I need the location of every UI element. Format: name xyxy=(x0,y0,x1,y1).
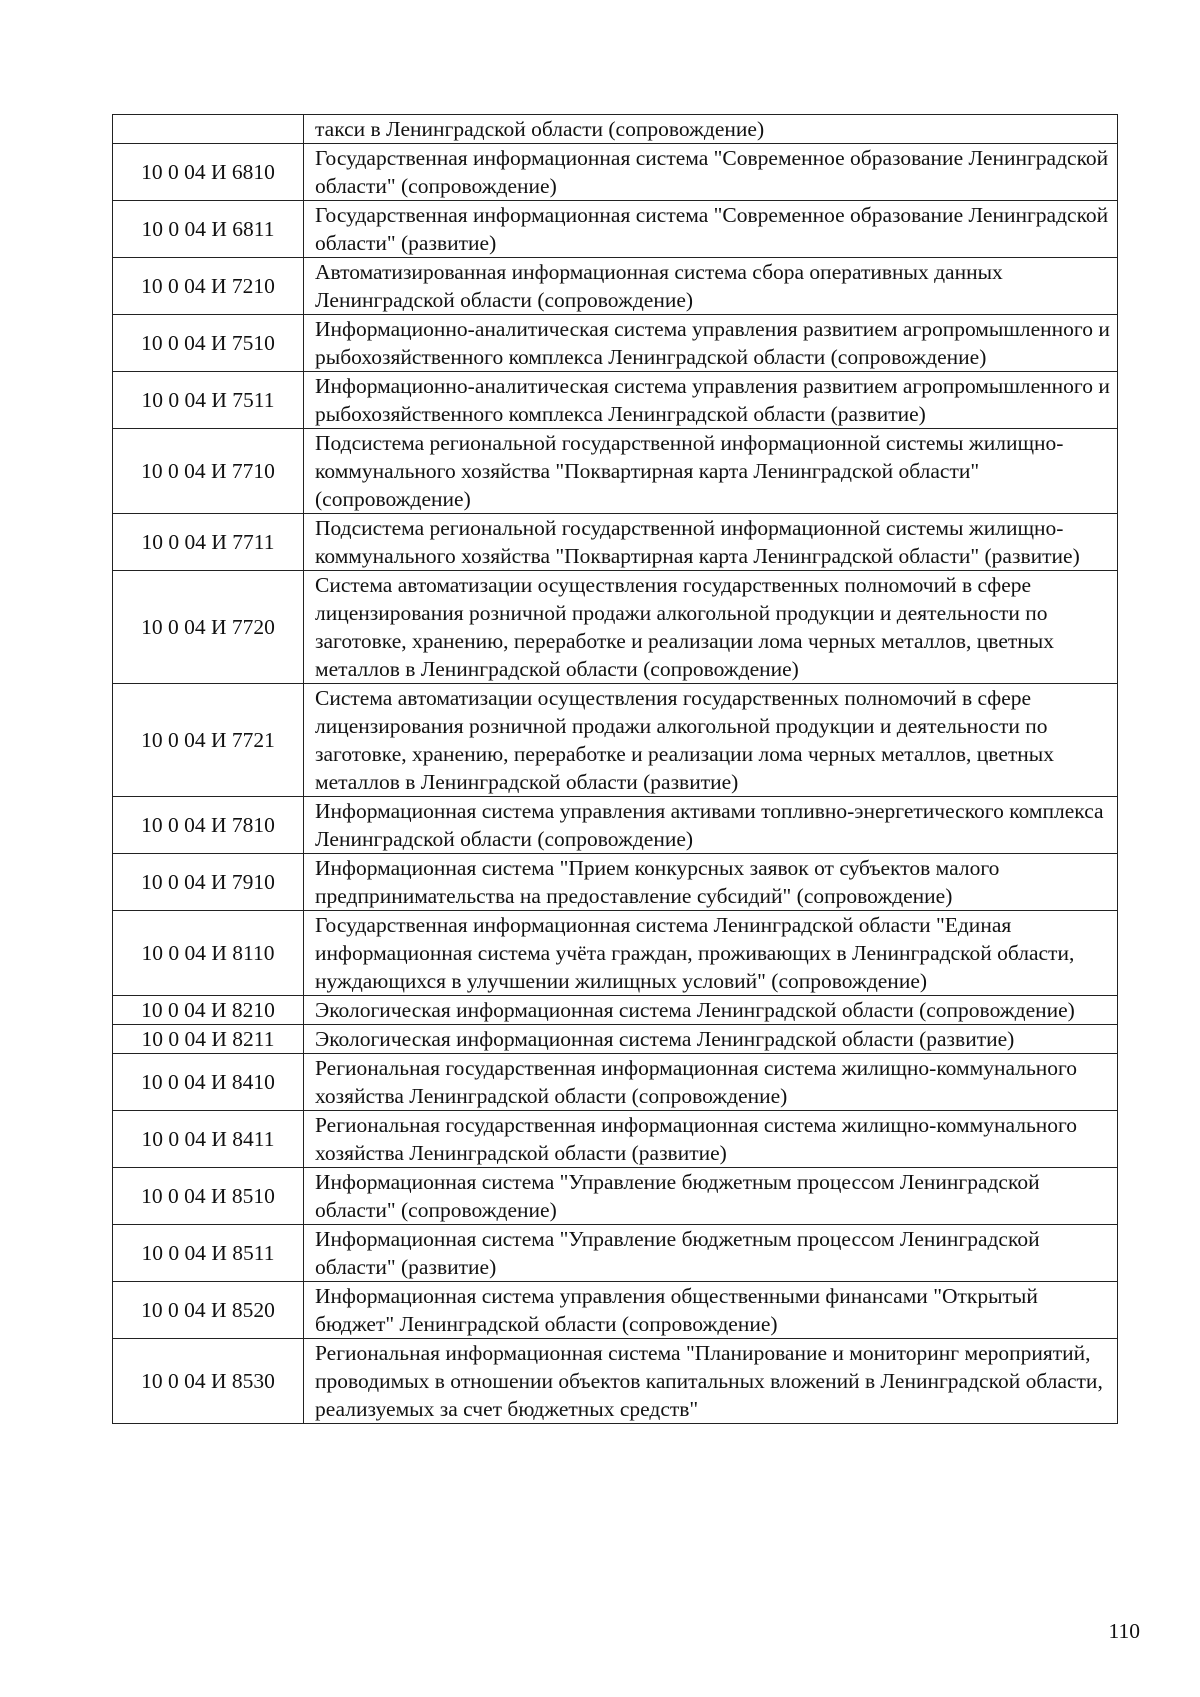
page-number: 110 xyxy=(1108,1619,1140,1643)
budget-code-cell: 10 0 04 И 8520 xyxy=(113,1282,304,1339)
table-row xyxy=(113,1054,1118,1111)
system-description-cell: Подсистема региональной государственной информационной системы жилищно-коммунального хозяйства "Поквартирная карта Ленинградской области" (сопровождение) xyxy=(304,429,1118,514)
system-description-cell: Информационно-аналитическая система управления развитием агропромышленного и рыбохозяйственного комплекса Ленинградской области (сопровождение) xyxy=(304,315,1118,372)
budget-code-cell: 10 0 04 И 8211 xyxy=(113,1025,304,1054)
budget-code-cell xyxy=(113,115,304,144)
system-description-cell: Региональная информационная система "Планирование и мониторинг мероприятий, проводимых в отношении объектов капитальных вложений в Ленинградской области, реализуемых за счет бюджетных средств" xyxy=(304,1339,1118,1424)
budget-code-cell: 10 0 04 И 7510 xyxy=(113,315,304,372)
budget-code-cell: 10 0 04 И 8110 xyxy=(113,911,304,996)
budget-code-cell: 10 0 04 И 7910 xyxy=(113,854,304,911)
budget-code-cell: 10 0 04 И 7721 xyxy=(113,684,304,797)
system-description-cell: Экологическая информационная система Ленинградской области (сопровождение) xyxy=(304,996,1118,1025)
system-description-cell: Информационная система "Управление бюджетным процессом Ленинградской области" (сопровождение) xyxy=(304,1168,1118,1225)
table-row xyxy=(113,797,1118,854)
budget-code-cell: 10 0 04 И 8511 xyxy=(113,1225,304,1282)
table-row xyxy=(113,514,1118,571)
budget-code-cell: 10 0 04 И 6810 xyxy=(113,144,304,201)
table-row xyxy=(113,258,1118,315)
table-row xyxy=(113,372,1118,429)
system-description-cell: Информационная система управления общественными финансами "Открытый бюджет" Ленинградской области (сопровождение) xyxy=(304,1282,1118,1339)
table-row xyxy=(113,144,1118,201)
table-row xyxy=(113,1168,1118,1225)
system-description-cell: Информационная система управления активами топливно-энергетического комплекса Ленинградской области (сопровождение) xyxy=(304,797,1118,854)
table-row xyxy=(113,429,1118,514)
budget-code-cell: 10 0 04 И 7720 xyxy=(113,571,304,684)
table-row xyxy=(113,854,1118,911)
budget-code-cell: 10 0 04 И 8411 xyxy=(113,1111,304,1168)
table-row xyxy=(113,571,1118,684)
system-description-cell: Информационная система "Управление бюджетным процессом Ленинградской области" (развитие) xyxy=(304,1225,1118,1282)
table-row xyxy=(113,911,1118,996)
table-row xyxy=(113,996,1118,1025)
budget-code-cell: 10 0 04 И 8410 xyxy=(113,1054,304,1111)
table-row xyxy=(113,201,1118,258)
table-row xyxy=(113,684,1118,797)
system-description-cell: Информационная система "Прием конкурсных заявок от субъектов малого предпринимательства на предоставление субсидий" (сопровождение) xyxy=(304,854,1118,911)
system-description-cell: Информационно-аналитическая система управления развитием агропромышленного и рыбохозяйственного комплекса Ленинградской области (развитие) xyxy=(304,372,1118,429)
budget-code-cell: 10 0 04 И 7711 xyxy=(113,514,304,571)
budget-code-cell: 10 0 04 И 7511 xyxy=(113,372,304,429)
table-row xyxy=(113,1225,1118,1282)
budget-code-cell: 10 0 04 И 6811 xyxy=(113,201,304,258)
system-description-cell: Региональная государственная информационная система жилищно-коммунального хозяйства Ленинградской области (сопровождение) xyxy=(304,1054,1118,1111)
system-description-cell: Система автоматизации осуществления государственных полномочий в сфере лицензирования розничной продажи алкогольной продукции и деятельности по заготовке, хранению, переработке и реализации лома черных металлов, цветных металлов в Ленинградской области (развитие) xyxy=(304,684,1118,797)
table-row xyxy=(113,1339,1118,1424)
budget-code-table xyxy=(112,114,1118,1424)
table-row xyxy=(113,1025,1118,1054)
table-row xyxy=(113,1111,1118,1168)
budget-code-cell: 10 0 04 И 7210 xyxy=(113,258,304,315)
system-description-cell: Государственная информационная система "Современное образование Ленинградской области" (развитие) xyxy=(304,201,1118,258)
system-description-cell: Система автоматизации осуществления государственных полномочий в сфере лицензирования розничной продажи алкогольной продукции и деятельности по заготовке, хранению, переработке и реализации лома черных металлов, цветных металлов в Ленинградской области (сопровождение) xyxy=(304,571,1118,684)
budget-code-cell: 10 0 04 И 8210 xyxy=(113,996,304,1025)
system-description-cell: такси в Ленинградской области (сопровождение) xyxy=(304,115,1118,144)
table-row xyxy=(113,1282,1118,1339)
budget-code-cell: 10 0 04 И 7810 xyxy=(113,797,304,854)
system-description-cell: Подсистема региональной государственной информационной системы жилищно-коммунального хозяйства "Поквартирная карта Ленинградской области" (развитие) xyxy=(304,514,1118,571)
system-description-cell: Экологическая информационная система Ленинградской области (развитие) xyxy=(304,1025,1118,1054)
table-row xyxy=(113,315,1118,372)
budget-code-cell: 10 0 04 И 8530 xyxy=(113,1339,304,1424)
table-body xyxy=(113,115,1118,1424)
system-description-cell: Государственная информационная система Ленинградской области "Единая информационная система учёта граждан, проживающих в Ленинградской области, нуждающихся в улучшении жилищных условий" (сопровождение) xyxy=(304,911,1118,996)
system-description-cell: Государственная информационная система "Современное образование Ленинградской области" (сопровождение) xyxy=(304,144,1118,201)
budget-code-cell: 10 0 04 И 7710 xyxy=(113,429,304,514)
table-row xyxy=(113,115,1118,144)
system-description-cell: Региональная государственная информационная система жилищно-коммунального хозяйства Ленинградской области (развитие) xyxy=(304,1111,1118,1168)
system-description-cell: Автоматизированная информационная система сбора оперативных данных Ленинградской области (сопровождение) xyxy=(304,258,1118,315)
budget-code-cell: 10 0 04 И 8510 xyxy=(113,1168,304,1225)
